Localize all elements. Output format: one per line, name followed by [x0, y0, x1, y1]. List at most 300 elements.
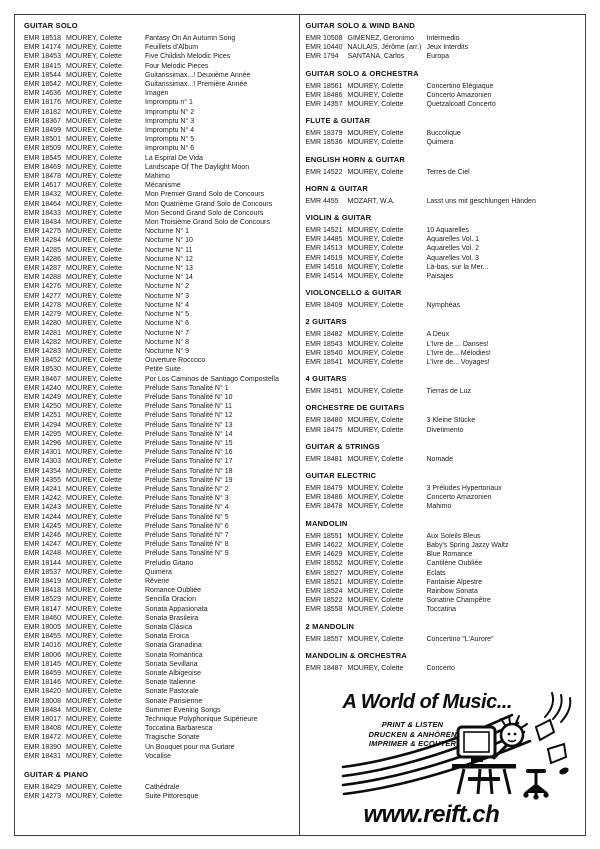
item-composer: MOUREY, Colette — [66, 44, 122, 52]
item-title: Nomade — [426, 455, 453, 463]
item-code: EMR 14519 — [305, 254, 343, 262]
item-composer: MOUREY, Colette — [66, 366, 122, 374]
item-code: EMR 18432 — [24, 191, 61, 199]
item-composer: MOUREY, Colette — [66, 71, 122, 79]
item-title: Four Melodic Pieces — [145, 62, 209, 70]
item-title: Nocturne N° 11 — [145, 246, 193, 254]
catalog-row — [306, 168, 584, 177]
item-composer: MOZART, W.A. — [347, 197, 395, 205]
catalog-row — [24, 34, 297, 43]
item-code: EMR 14294 — [24, 421, 61, 429]
item-title: Prélude Sans Tonalité N° 10 — [145, 393, 233, 401]
item-composer: MOUREY, Colette — [66, 449, 122, 457]
catalog-row — [306, 587, 584, 596]
item-composer: MOUREY, Colette — [66, 127, 122, 135]
item-title: Nocturne N° 10 — [145, 237, 193, 245]
item-composer: MOUREY, Colette — [66, 697, 122, 705]
item-title: Prélude Sans Tonalité N° 8 — [145, 541, 229, 549]
section-title: VIOLONCELLO & GUITAR — [305, 288, 402, 298]
item-code: EMR 18429 — [24, 784, 61, 792]
catalog-page — [14, 14, 586, 836]
item-composer: MOUREY, Colette — [347, 263, 404, 271]
item-composer: MOUREY, Colette — [66, 329, 122, 337]
catalog-row — [24, 660, 297, 669]
item-code: EMR 14276 — [24, 283, 61, 291]
catalog-row — [306, 340, 584, 349]
catalog-row — [24, 752, 297, 761]
item-code: EMR 18552 — [305, 560, 343, 568]
catalog-row — [24, 356, 297, 365]
section-title: 2 MANDOLIN — [305, 621, 355, 631]
item-composer: MOUREY, Colette — [347, 587, 404, 595]
item-composer: MOUREY, Colette — [66, 200, 122, 208]
flying-papers — [536, 720, 570, 776]
item-title: Nocturne N° 2 — [145, 283, 190, 291]
item-code: EMR 14303 — [24, 458, 61, 466]
item-composer: MOUREY, Colette — [66, 412, 122, 420]
item-code: EMR 14275 — [24, 228, 61, 236]
section-2-guitars — [306, 317, 584, 367]
item-title: Là-bas, sur la Mer... — [426, 263, 489, 271]
item-code: EMR 18434 — [24, 219, 61, 227]
item-title: Prélude Sans Tonalité N° 2 — [145, 485, 229, 493]
item-code: EMR 14285 — [24, 246, 61, 254]
item-title: Nocturne N° 12 — [145, 255, 193, 263]
item-composer: MOUREY, Colette — [66, 541, 122, 549]
item-code: EMR 18487 — [305, 664, 343, 672]
item-composer: MOUREY, Colette — [66, 624, 122, 631]
item-composer: MOUREY, Colette — [66, 660, 122, 668]
catalog-row — [24, 421, 297, 430]
item-title: Impromptu N° 4 — [145, 127, 195, 135]
item-composer: MOUREY, Colette — [66, 614, 122, 622]
catalog-row — [24, 623, 297, 632]
catalog-row — [306, 254, 584, 263]
item-code: EMR 18469 — [24, 163, 61, 171]
item-composer: MOUREY, Colette — [66, 605, 122, 613]
catalog-row — [306, 484, 584, 493]
item-code: EMR 18521 — [305, 578, 343, 586]
item-composer: SANTANA, Carlos — [347, 53, 405, 61]
item-title: Terres de Ciel — [426, 168, 470, 176]
item-composer: MOUREY, Colette — [66, 642, 122, 650]
item-title: Jeux Interdits — [426, 44, 469, 52]
catalog-row — [306, 455, 584, 464]
catalog-row — [306, 550, 584, 559]
item-composer: MOUREY, Colette — [66, 375, 122, 383]
item-title: Summer Evening Songs — [145, 706, 221, 714]
catalog-row — [306, 541, 584, 550]
item-composer: MOUREY, Colette — [347, 494, 404, 502]
item-title: Mahimo — [426, 503, 452, 511]
catalog-row — [306, 635, 584, 644]
item-code: EMR 10440 — [305, 44, 343, 52]
item-code: EMR 18537 — [24, 568, 61, 576]
item-code: EMR 18522 — [305, 597, 343, 605]
item-code: EMR 14250 — [24, 403, 61, 411]
catalog-row — [24, 743, 297, 752]
item-title: Nocturne N° 6 — [145, 320, 190, 328]
publisher-logo — [340, 691, 577, 833]
item-code: EMR 18481 — [305, 455, 343, 463]
item-title: Prélude Sans Tonalité N° 11 — [145, 403, 232, 411]
item-composer: MOUREY, Colette — [347, 551, 404, 559]
item-composer: MOUREY, Colette — [66, 283, 122, 291]
item-code: EMR 14241 — [24, 485, 61, 493]
section-orchestre-de-guitars — [306, 403, 584, 434]
item-code: EMR 18501 — [24, 136, 61, 144]
catalog-row — [24, 319, 297, 328]
catalog-row — [306, 197, 584, 206]
item-code: EMR 18460 — [24, 614, 61, 622]
item-code: EMR 18145 — [24, 660, 61, 668]
item-code: EMR 18464 — [24, 200, 61, 208]
catalog-row — [24, 577, 297, 586]
item-composer: NAULAIS, Jérôme (arr.) — [347, 44, 422, 52]
item-code: EMR 18479 — [305, 485, 343, 493]
item-title: Cathédrale — [145, 784, 180, 792]
item-title: Prélude Sans Tonalité N° 14 — [145, 430, 233, 438]
item-code: EMR 14245 — [24, 522, 61, 530]
item-code: EMR 18561 — [305, 82, 343, 90]
item-code: EMR 18409 — [305, 302, 343, 310]
item-composer: MOUREY, Colette — [66, 725, 122, 733]
item-code: EMR 18541 — [305, 359, 343, 367]
item-composer: MOUREY, Colette — [66, 679, 122, 687]
section-title: ORCHESTRE DE GUITARS — [305, 403, 405, 413]
item-code: EMR 14288 — [24, 274, 61, 282]
item-title: Prélude Sans Tonalité N° 18 — [145, 467, 233, 475]
catalog-row — [306, 532, 584, 541]
catalog-row — [24, 264, 297, 273]
item-composer: MOUREY, Colette — [66, 734, 122, 742]
item-composer: MOUREY, Colette — [347, 331, 404, 339]
item-title: Lasst uns mit geschlungen Händen — [426, 197, 536, 205]
catalog-row — [306, 596, 584, 605]
section-title: GUITAR & STRINGS — [305, 441, 380, 451]
item-composer: MOUREY, Colette — [66, 173, 122, 181]
section-title: MANDOLIN & ORCHESTRA — [305, 650, 407, 660]
item-title: Rêverie — [145, 577, 170, 585]
section-guitar-strings — [306, 442, 584, 464]
item-code: EMR 18545 — [24, 154, 61, 162]
item-title: Eclats — [426, 569, 446, 577]
catalog-row — [24, 172, 297, 181]
item-title: Sonata Granadina — [145, 642, 202, 650]
catalog-row — [24, 595, 297, 604]
motion-arcs — [545, 693, 570, 722]
item-code: EMR 18486 — [305, 494, 343, 502]
item-title: Prélude Sans Tonalité N° 12 — [145, 412, 233, 420]
item-composer: MOUREY, Colette — [347, 245, 404, 253]
item-composer: MOUREY, Colette — [347, 302, 404, 310]
catalog-row — [306, 226, 584, 235]
item-code: EMR 18367 — [24, 117, 61, 125]
item-composer: MOUREY, Colette — [66, 246, 122, 254]
item-composer: MOUREY, Colette — [66, 145, 122, 153]
catalog-row — [24, 792, 297, 801]
item-title: Nymphéas — [426, 302, 460, 310]
item-composer: MOUREY, Colette — [66, 81, 122, 89]
item-code: EMR 18420 — [24, 688, 61, 696]
item-code: EMR 18530 — [24, 366, 61, 374]
item-code: EMR 14280 — [24, 320, 61, 328]
item-code: EMR 18529 — [24, 596, 61, 604]
section-title: HORN & GUITAR — [305, 183, 368, 193]
item-code: EMR 18551 — [305, 532, 343, 540]
item-title: Feuillets d'Album — [145, 44, 199, 52]
item-title: Fantaisie Alpestre — [426, 578, 483, 586]
section-2-mandolin — [306, 622, 584, 644]
catalog-row — [24, 540, 297, 549]
item-composer: MOUREY, Colette — [66, 393, 122, 401]
item-code: EMR 14277 — [24, 292, 61, 300]
section-flute-guitar — [306, 116, 584, 147]
item-code: EMR 18478 — [305, 503, 343, 511]
catalog-row — [24, 365, 297, 374]
item-composer: MOUREY, Colette — [66, 550, 122, 558]
item-composer: MOUREY, Colette — [66, 209, 122, 217]
catalog-row — [306, 358, 584, 367]
catalog-row — [306, 349, 584, 358]
item-composer: MOUREY, Colette — [347, 560, 404, 568]
item-code: EMR 14249 — [24, 393, 61, 401]
catalog-row — [24, 255, 297, 264]
item-code: EMR 18509 — [24, 145, 61, 153]
item-composer: MOUREY, Colette — [66, 154, 122, 162]
item-title: Prélude Sans Tonalité N° 17 — [145, 458, 233, 466]
item-title: Sonate Albigeoise — [145, 670, 202, 678]
catalog-row — [24, 651, 297, 660]
catalog-row — [24, 706, 297, 715]
catalog-row — [24, 292, 297, 301]
item-title: Preludio Gitano — [145, 559, 194, 567]
section-title: 2 GUITARS — [305, 317, 347, 327]
item-title: Romance Oubliée — [145, 587, 202, 595]
catalog-row — [24, 190, 297, 199]
item-title: Blue Romance — [426, 551, 473, 559]
item-title: Sonata Sevillana — [145, 660, 198, 668]
section-mandolin-orchestra — [306, 651, 584, 673]
item-composer: MOUREY, Colette — [66, 706, 122, 714]
section-title: VIOLIN & GUITAR — [305, 213, 372, 223]
item-title: Intermedio — [426, 35, 460, 42]
item-code: EMR 14518 — [305, 263, 343, 271]
catalog-row — [24, 89, 297, 98]
item-code: EMR 14296 — [24, 439, 61, 447]
item-title: Prélude Sans Tonalité N° 13 — [145, 421, 233, 429]
item-title: Divetimento — [426, 426, 464, 434]
item-title: Nocturne N° 1 — [145, 228, 190, 236]
item-composer: MOUREY, Colette — [347, 455, 404, 463]
item-title: Nocturne N° 13 — [145, 265, 193, 273]
item-title: Concerto Amazonien — [426, 494, 492, 502]
item-composer: MOUREY, Colette — [66, 587, 122, 595]
catalog-row — [24, 467, 297, 476]
item-code: EMR 18390 — [24, 743, 61, 751]
item-title: La Espiral De Vida — [145, 154, 203, 162]
section-mandolin — [306, 519, 584, 615]
catalog-row — [24, 632, 297, 641]
item-title: Prélude Sans Tonalité N° 9 — [145, 550, 229, 558]
item-title: Technique Polyphonique Supérieure — [145, 716, 258, 724]
item-title: Prélude Sans Tonalité N° 3 — [145, 495, 229, 503]
item-code: EMR 18557 — [305, 635, 343, 643]
item-composer: MOUREY, Colette — [347, 569, 404, 577]
item-code: EMR 14354 — [24, 467, 61, 475]
item-title: Guitarissimax...! Première Année — [145, 81, 248, 89]
item-code: EMR 18431 — [24, 752, 61, 760]
item-title: Prélude Sans Tonalité N° 1 — [145, 384, 229, 392]
item-code: EMR 14246 — [24, 531, 61, 539]
item-composer: MOUREY, Colette — [347, 349, 404, 357]
item-composer: MOUREY, Colette — [66, 559, 122, 567]
item-composer: MOUREY, Colette — [66, 182, 122, 190]
section-guitar-solo-orchestra — [306, 69, 584, 110]
item-title: Vocalise — [145, 752, 172, 760]
item-title: Baby's Spring Jazzy Waltz — [426, 541, 509, 549]
catalog-row — [24, 531, 297, 540]
item-code: EMR 14295 — [24, 430, 61, 438]
catalog-row — [24, 733, 297, 742]
item-title: A Deux — [426, 331, 450, 339]
catalog-row — [24, 503, 297, 512]
item-title: Concerto Amazonien — [426, 91, 492, 99]
item-title: Quetzalcoatl Concerto — [426, 101, 496, 109]
item-code: EMR 18451 — [305, 388, 343, 396]
item-code: EMR 14174 — [24, 44, 61, 52]
item-code: EMR 14522 — [305, 168, 343, 176]
item-composer: MOUREY, Colette — [66, 108, 122, 116]
item-code: EMR 18182 — [24, 108, 61, 116]
item-code: EMR 14284 — [24, 237, 61, 245]
item-title: Concertino "L'Aurore" — [426, 635, 494, 643]
section-violin-guitar — [306, 213, 584, 281]
catalog-row — [306, 605, 584, 614]
item-code: EMR 18542 — [24, 81, 61, 89]
item-title: L'Ivre de... Mélodies! — [426, 349, 491, 357]
item-code: EMR 14278 — [24, 301, 61, 309]
catalog-row — [24, 163, 297, 172]
catalog-row — [306, 34, 584, 43]
catalog-row — [24, 559, 297, 568]
item-code: EMR 18484 — [24, 706, 61, 714]
item-composer: MOUREY, Colette — [347, 340, 404, 348]
item-title: Sonata Eroica — [145, 633, 189, 641]
catalog-row — [306, 559, 584, 568]
item-composer: MOUREY, Colette — [66, 633, 122, 641]
item-code: EMR 18147 — [24, 605, 61, 613]
item-code: EMR 18408 — [24, 725, 61, 733]
item-code: EMR 18005 — [24, 624, 61, 631]
item-title: Imagen — [145, 90, 169, 98]
item-title: Prélude Sans Tonalité N° 16 — [145, 449, 233, 457]
catalog-row — [24, 181, 297, 190]
item-code: EMR 18540 — [305, 349, 343, 357]
item-composer: MOUREY, Colette — [66, 513, 122, 521]
item-code: EMR 14622 — [305, 541, 343, 549]
item-title: Toccatina — [426, 606, 457, 614]
item-composer: GIMENEZ, Geronimo — [347, 35, 415, 42]
section-guitar-piano — [24, 770, 297, 801]
item-composer: MOUREY, Colette — [347, 606, 404, 614]
catalog-row — [24, 641, 297, 650]
item-title: 10 Aquarelles — [426, 227, 469, 235]
section-title: MANDOLIN — [305, 518, 348, 528]
item-title: Nocturne N° 7 — [145, 329, 190, 337]
section-title: ENGLISH HORN & GUITAR — [305, 154, 405, 164]
item-title: Cantilène Oubliée — [426, 560, 483, 568]
catalog-row — [24, 347, 297, 356]
catalog-row — [306, 301, 584, 310]
item-composer: MOUREY, Colette — [347, 417, 404, 425]
item-title: Guitarissimax...! Deuxième Année — [145, 71, 251, 79]
item-composer: MOUREY, Colette — [66, 577, 122, 585]
item-code: EMR 14636 — [24, 90, 61, 98]
catalog-row — [24, 246, 297, 255]
item-title: Sonata Romántica — [145, 651, 203, 659]
right-sections — [306, 21, 584, 673]
item-title: Prélude Sans Tonalité N° 6 — [145, 522, 229, 530]
item-composer: MOUREY, Colette — [66, 35, 122, 42]
catalog-row — [24, 568, 297, 577]
item-code: EMR 18452 — [24, 357, 61, 365]
catalog-row — [306, 52, 584, 61]
catalog-row — [306, 244, 584, 253]
catalog-row — [306, 664, 584, 673]
section-title: GUITAR ELECTRIC — [305, 471, 377, 481]
item-code: EMR 14521 — [305, 227, 343, 235]
catalog-row — [306, 91, 584, 100]
item-title: Nocturne N° 8 — [145, 338, 190, 346]
item-composer: MOUREY, Colette — [66, 357, 122, 365]
item-title: Mon Troisième Grand Solo de Concours — [145, 219, 270, 227]
catalog-row — [24, 62, 297, 71]
item-title: Impromptu N° 6 — [145, 145, 195, 153]
item-code: EMR 18472 — [24, 734, 61, 742]
catalog-row — [24, 375, 297, 384]
item-composer: MOUREY, Colette — [66, 301, 122, 309]
catalog-row — [24, 494, 297, 503]
catalog-row — [306, 569, 584, 578]
catalog-row — [24, 338, 297, 347]
catalog-row — [24, 402, 297, 411]
item-code: EMR 18478 — [24, 173, 61, 181]
item-composer: MOUREY, Colette — [347, 503, 404, 511]
item-composer: MOUREY, Colette — [66, 347, 122, 355]
item-composer: MOUREY, Colette — [66, 292, 122, 300]
item-code: EMR 18144 — [24, 559, 61, 567]
catalog-row — [24, 549, 297, 558]
item-title: Fantasy On An Autumn Song — [145, 35, 236, 42]
item-code: EMR 18459 — [24, 670, 61, 678]
catalog-row — [24, 783, 297, 792]
item-code: EMR 4455 — [305, 197, 339, 205]
item-code: EMR 14286 — [24, 255, 61, 263]
catalog-row — [24, 209, 297, 218]
item-composer: MOUREY, Colette — [347, 101, 404, 109]
item-code: EMR 18176 — [24, 99, 61, 107]
item-title: Concertino Elégiaque — [426, 82, 494, 90]
item-code: EMR 18482 — [305, 331, 343, 339]
item-title: Aquarelles Vol. 1 — [426, 236, 480, 244]
item-code: EMR 18480 — [305, 417, 343, 425]
item-code: EMR 14357 — [305, 101, 343, 109]
item-composer: MOUREY, Colette — [66, 670, 122, 678]
item-code: EMR 14281 — [24, 329, 61, 337]
item-title: Mon Second Grand Solo de Concours — [145, 209, 264, 217]
item-title: Landscape Of The Daylight Moon — [145, 163, 250, 171]
